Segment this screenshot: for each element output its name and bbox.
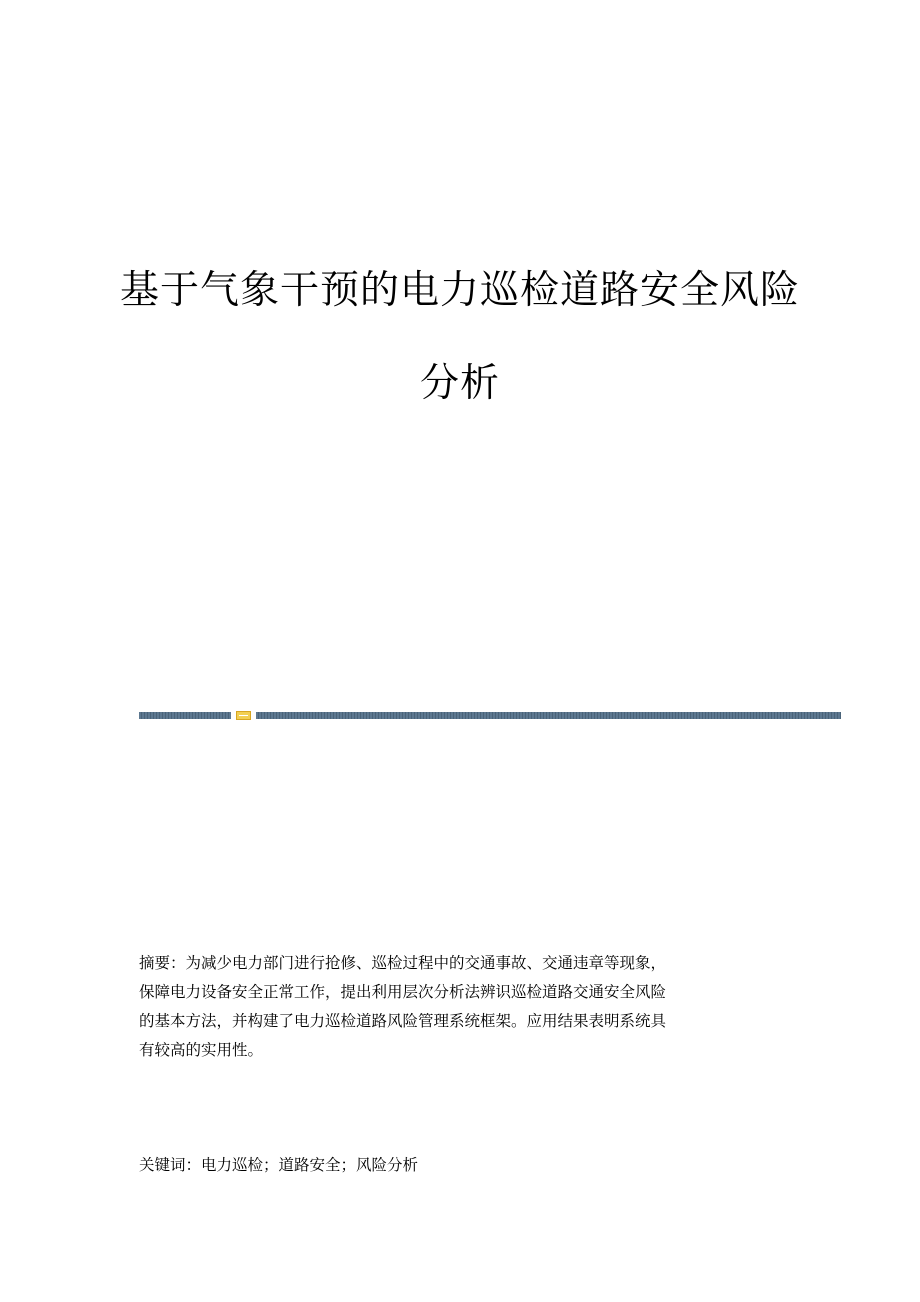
document-title-line-1: 基于气象干预的电力巡检道路安全风险	[119, 268, 800, 313]
section-divider	[139, 711, 841, 720]
divider-bar-left	[139, 712, 231, 719]
abstract-line: 有较高的实用性。	[139, 1041, 264, 1059]
divider-ornament-icon	[236, 711, 251, 720]
divider-bar-right	[256, 712, 841, 719]
abstract-line: 保障电力设备安全正常工作，提出利用层次分析法辨识巡检道路交通安全风险	[139, 983, 667, 1001]
keywords: 关键词：电力巡检；道路安全；风险分析	[139, 1156, 419, 1174]
abstract-line: 摘要：为减少电力部门进行抢修、巡检过程中的交通事故、交通违章等现象，	[139, 954, 667, 972]
abstract	[139, 949, 789, 1065]
document-title-line-2: 分析	[419, 361, 500, 406]
abstract-line: 的基本方法，并构建了电力巡检道路风险管理系统框架。应用结果表明系统具	[139, 1012, 667, 1030]
